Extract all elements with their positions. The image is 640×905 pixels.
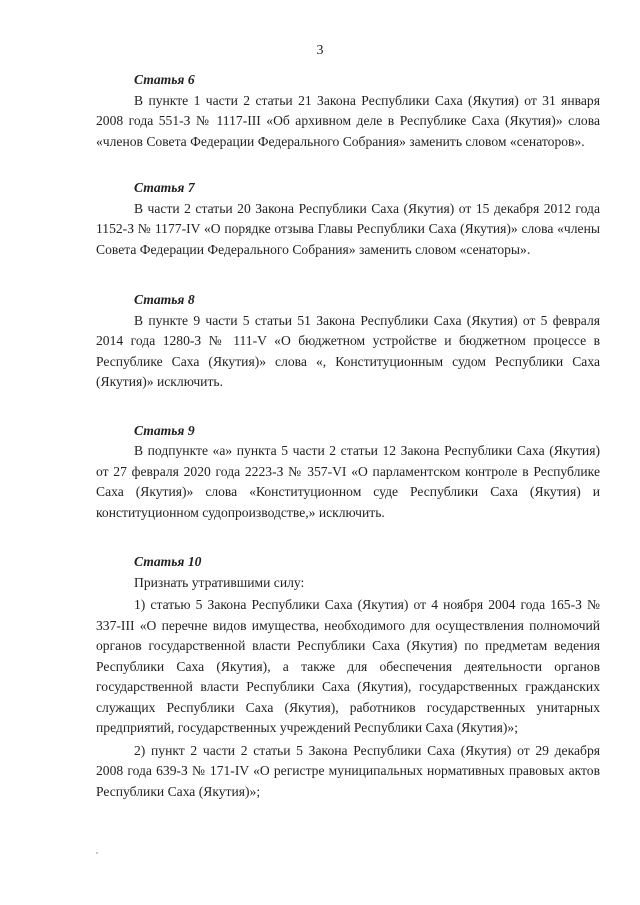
article-title: Статья 7 bbox=[134, 180, 195, 195]
article-9 bbox=[96, 421, 600, 524]
article-title: Статья 10 bbox=[134, 554, 202, 569]
article-intro: Признать утратившими силу: bbox=[134, 574, 305, 590]
article-6 bbox=[96, 70, 600, 152]
article-paragraph: В пункте 9 части 5 статьи 51 Закона Республики Саха (Якутия) от 5 февраля 2014 года 1280-З № 111-V «О бюджетном устройстве и бюджетном процессе в Республике Саха (Якутия)» слова «, Конституционным судом Республики Саха (Якутия)» исключить. bbox=[96, 312, 600, 389]
article-8 bbox=[96, 290, 600, 393]
document-body bbox=[96, 64, 600, 802]
list-item: 1) статью 5 Закона Республики Саха (Якутия) от 4 ноября 2004 года 165-З № 337-III «О перечне видов имущества, необходимого для осуществления полномочий органов государственной власти Республики Саха (Якутия) по предметам ведения Республики Саха (Якутия), а также для обеспечения деятельности органов государственной власти Республики Саха (Якутия), государственных гражданских служащих Республики Саха (Якутия), работников государственных унитарных предприятий, государственных учреждений Республики Саха (Якутия)»; bbox=[96, 597, 600, 735]
list-item: 2) пункт 2 части 2 статьи 5 Закона Республики Саха (Якутия) от 29 декабря 2008 года 639-З № 171-IV «О регистре муниципальных нормативных правовых актов Республики Саха (Якутия)»; bbox=[96, 742, 600, 799]
article-7 bbox=[96, 178, 600, 260]
article-paragraph: В пункте 1 части 2 статьи 21 Закона Республики Саха (Якутия) от 31 января 2008 года 551-З № 1117-III «Об архивном деле в Республике Саха (Якутия)» слова «членов Совета Федерации Федерального Собрания» заменить словом «сенаторов». bbox=[96, 92, 600, 149]
article-title: Статья 9 bbox=[134, 422, 195, 438]
article-paragraph: В части 2 статьи 20 Закона Республики Саха (Якутия) от 15 декабря 2012 года 1152-З № 1177-IV «О порядке отзыва Главы Республики Саха (Якутия)» слова «члены Совета Федерации Федерального Собрания» заменить словом «сенаторы». bbox=[96, 200, 600, 257]
page-number: 3 bbox=[316, 43, 324, 58]
article-title: Статья 6 bbox=[134, 72, 195, 87]
scan-speck bbox=[96, 852, 98, 854]
article-paragraph: В подпункте «а» пункта 5 части 2 статьи 12 Закона Республики Саха (Якутия) от 27 февраля 2020 года 2223-З № 357-VI «О парламентском контроле в Республике Саха (Якутия)» слова «Конституционном суде Республики Саха (Якутия) и конституционном судопроизводстве,» исключить. bbox=[96, 443, 600, 520]
article-10 bbox=[96, 552, 600, 802]
article-title: Статья 8 bbox=[134, 292, 195, 307]
